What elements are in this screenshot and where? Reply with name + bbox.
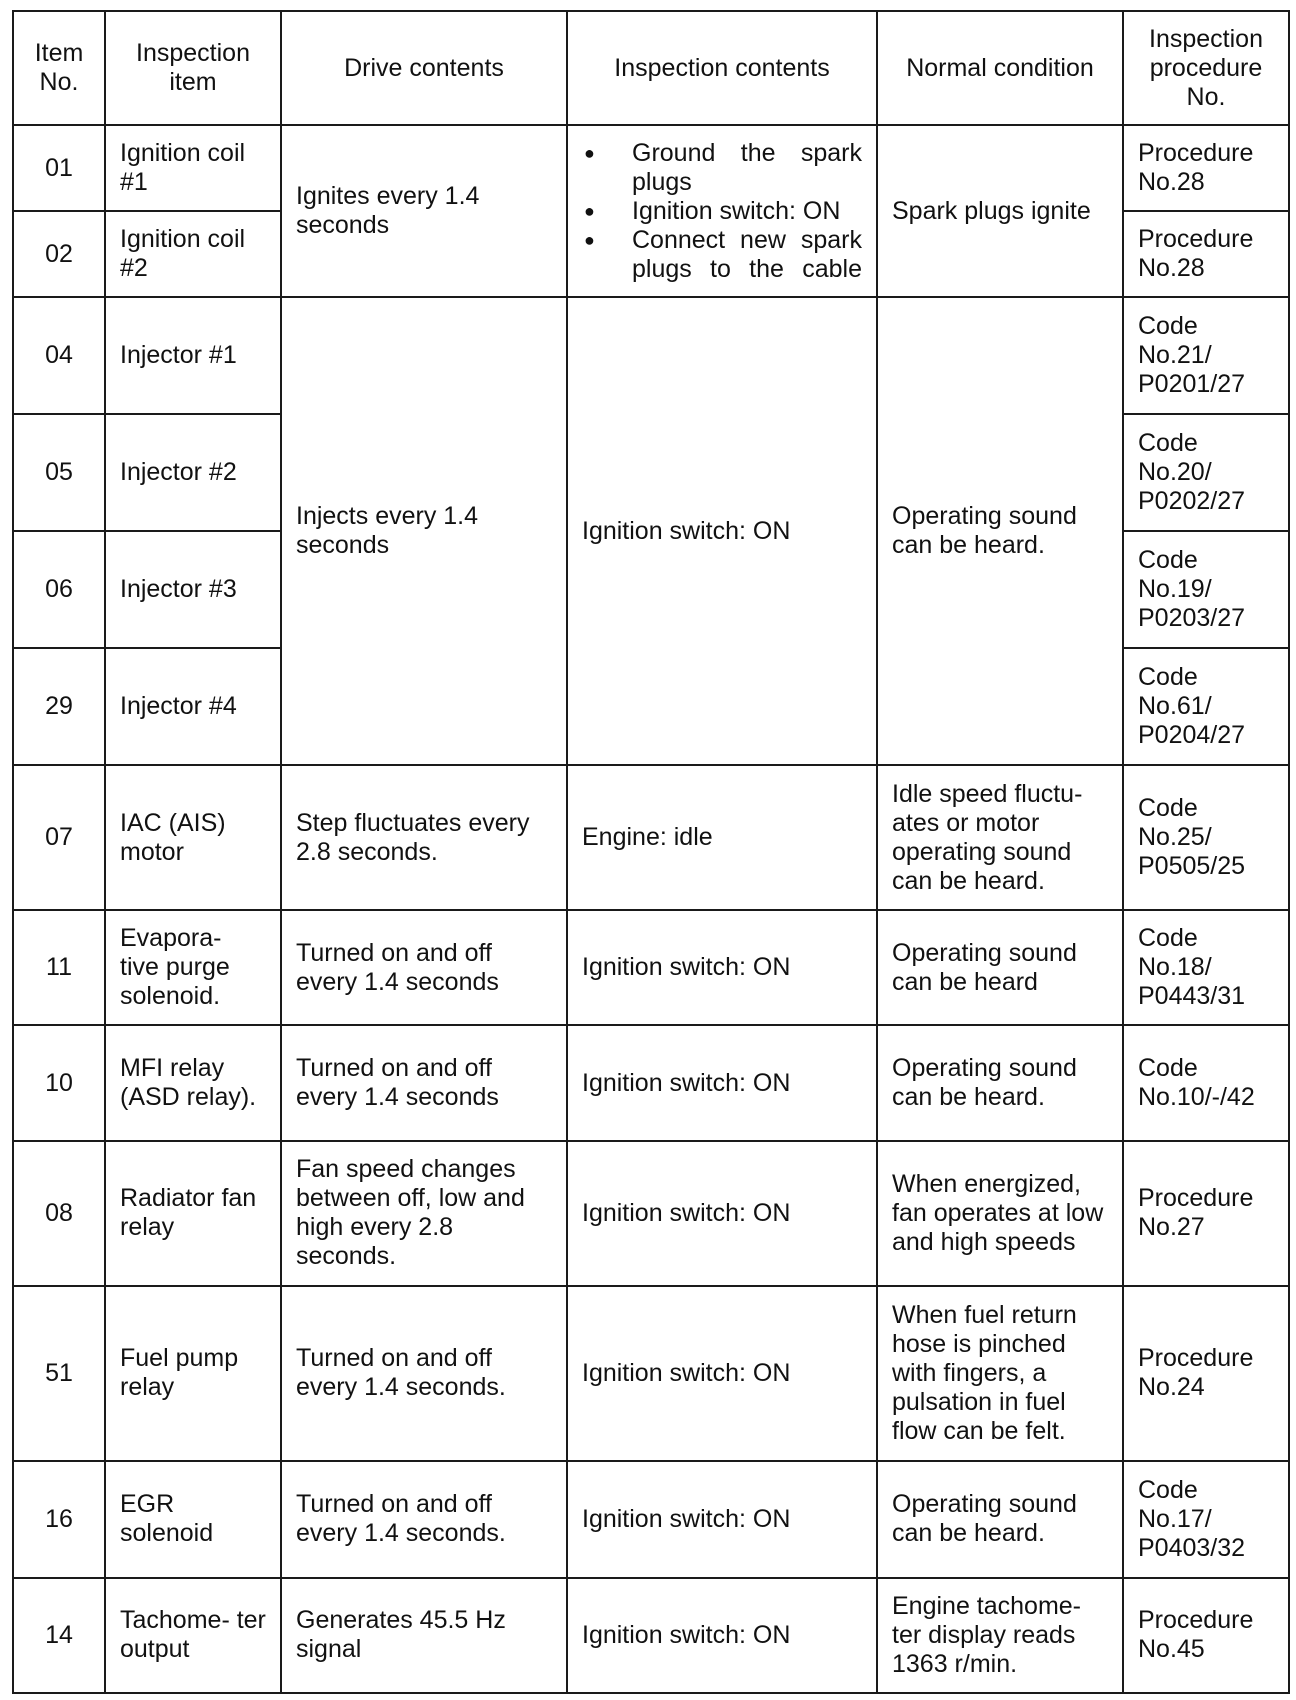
procedure-cell: Code No.20/ P0202/27 [1123, 414, 1289, 531]
inspection-sheet [12, 10, 1288, 1694]
drive-contents-cell: Generates 45.5 Hz signal [281, 1578, 567, 1693]
procedure-cell: Code No.25/ P0505/25 [1123, 765, 1289, 910]
inspection-item-cell: Ignition coil #2 [105, 211, 281, 297]
inspection-item-cell: Evapora- tive purge solenoid. [105, 910, 281, 1025]
item-no-cell: 29 [13, 648, 105, 765]
item-no-cell: 16 [13, 1461, 105, 1578]
inspection-contents-cell: Ignition switch: ON [567, 1578, 877, 1693]
inspection-item-cell: Fuel pump relay [105, 1286, 281, 1461]
inspection-item-cell: EGR solenoid [105, 1461, 281, 1578]
inspection-item-cell: Injector #3 [105, 531, 281, 648]
normal-condition-cell: Engine tachome- ter display reads 1363 r/min. [877, 1578, 1123, 1693]
header-drive-contents: Drive contents [281, 11, 567, 125]
normal-condition-cell: Idle speed fluctu- ates or motor operating sound can be heard. [877, 765, 1123, 910]
item-no-cell: 51 [13, 1286, 105, 1461]
item-no-cell: 06 [13, 531, 105, 648]
table-row [13, 910, 1289, 1025]
inspection-bullet-list [582, 139, 862, 284]
normal-condition-cell: Spark plugs ignite [877, 125, 1123, 297]
item-no-cell: 07 [13, 765, 105, 910]
inspection-contents-cell: Engine: idle [567, 765, 877, 910]
table-row [13, 1286, 1289, 1461]
inspection-contents-cell: Ignition switch: ON [567, 1141, 877, 1286]
inspection-contents-cell: Ignition switch: ON [567, 1286, 877, 1461]
header-inspection-contents: Inspection contents [567, 11, 877, 125]
drive-contents-cell: Step fluctuates every 2.8 seconds. [281, 765, 567, 910]
list-item: ● Ground the spark plugs [582, 139, 862, 197]
table-row [13, 1578, 1289, 1693]
inspection-item-cell: IAC (AIS) motor [105, 765, 281, 910]
item-no-cell: 02 [13, 211, 105, 297]
header-normal-condition: Normal condition [877, 11, 1123, 125]
procedure-cell: Procedure No.27 [1123, 1141, 1289, 1286]
normal-condition-cell: Operating sound can be heard [877, 910, 1123, 1025]
table-row [13, 1141, 1289, 1286]
normal-condition-cell: When energized, fan operates at low and high speeds [877, 1141, 1123, 1286]
header-inspection-item: Inspection item [105, 11, 281, 125]
procedure-cell: Procedure No.24 [1123, 1286, 1289, 1461]
normal-condition-cell: Operating sound can be heard. [877, 1461, 1123, 1578]
actuator-test-table [12, 10, 1290, 1694]
inspection-item-cell: Injector #4 [105, 648, 281, 765]
procedure-cell: Code No.61/ P0204/27 [1123, 648, 1289, 765]
inspection-item-cell: Tachome- ter output [105, 1578, 281, 1693]
inspection-item-cell: MFI relay (ASD relay). [105, 1025, 281, 1140]
table-row [13, 125, 1289, 211]
normal-condition-cell: Operating sound can be heard. [877, 1025, 1123, 1140]
procedure-cell: Procedure No.45 [1123, 1578, 1289, 1693]
inspection-item-cell: Radiator fan relay [105, 1141, 281, 1286]
drive-contents-cell: Turned on and off every 1.4 seconds. [281, 1286, 567, 1461]
table-row [13, 1025, 1289, 1140]
inspection-contents-cell: Ignition switch: ON [567, 1461, 877, 1578]
table-row [13, 297, 1289, 414]
drive-contents-cell: Turned on and off every 1.4 seconds. [281, 1461, 567, 1578]
procedure-cell: Procedure No.28 [1123, 211, 1289, 297]
item-no-cell: 14 [13, 1578, 105, 1693]
normal-condition-cell: When fuel return hose is pinched with fingers, a pulsation in fuel flow can be felt. [877, 1286, 1123, 1461]
normal-condition-cell: Operating sound can be heard. [877, 297, 1123, 765]
procedure-cell: Procedure No.28 [1123, 125, 1289, 211]
header-procedure-no: Inspection procedure No. [1123, 11, 1289, 125]
drive-contents-cell: Turned on and off every 1.4 seconds [281, 1025, 567, 1140]
table-row [13, 765, 1289, 910]
list-item: ● Connect new spark plugs to the cable [582, 226, 862, 284]
procedure-cell: Code No.19/ P0203/27 [1123, 531, 1289, 648]
item-no-cell: 04 [13, 297, 105, 414]
procedure-cell: Code No.21/ P0201/27 [1123, 297, 1289, 414]
inspection-contents-cell: Ignition switch: ON [567, 910, 877, 1025]
inspection-contents-cell: Ignition switch: ON [567, 297, 877, 765]
header-item-no: Item No. [13, 11, 105, 125]
item-no-cell: 05 [13, 414, 105, 531]
procedure-cell: Code No.10/-/42 [1123, 1025, 1289, 1140]
inspection-contents-cell: Ignition switch: ON [567, 1025, 877, 1140]
inspection-item-cell: Injector #2 [105, 414, 281, 531]
item-no-cell: 11 [13, 910, 105, 1025]
inspection-item-cell: Injector #1 [105, 297, 281, 414]
drive-contents-cell: Injects every 1.4 seconds [281, 297, 567, 765]
item-no-cell: 01 [13, 125, 105, 211]
item-no-cell: 08 [13, 1141, 105, 1286]
drive-contents-cell: Fan speed changes between off, low and high every 2.8 seconds. [281, 1141, 567, 1286]
drive-contents-cell: Turned on and off every 1.4 seconds [281, 910, 567, 1025]
list-item: ● Ignition switch: ON [582, 197, 862, 226]
inspection-contents-cell [567, 125, 877, 297]
inspection-item-cell: Ignition coil #1 [105, 125, 281, 211]
drive-contents-cell: Ignites every 1.4 seconds [281, 125, 567, 297]
header-row [13, 11, 1289, 125]
table-row [13, 1461, 1289, 1578]
procedure-cell: Code No.17/ P0403/32 [1123, 1461, 1289, 1578]
procedure-cell: Code No.18/ P0443/31 [1123, 910, 1289, 1025]
item-no-cell: 10 [13, 1025, 105, 1140]
